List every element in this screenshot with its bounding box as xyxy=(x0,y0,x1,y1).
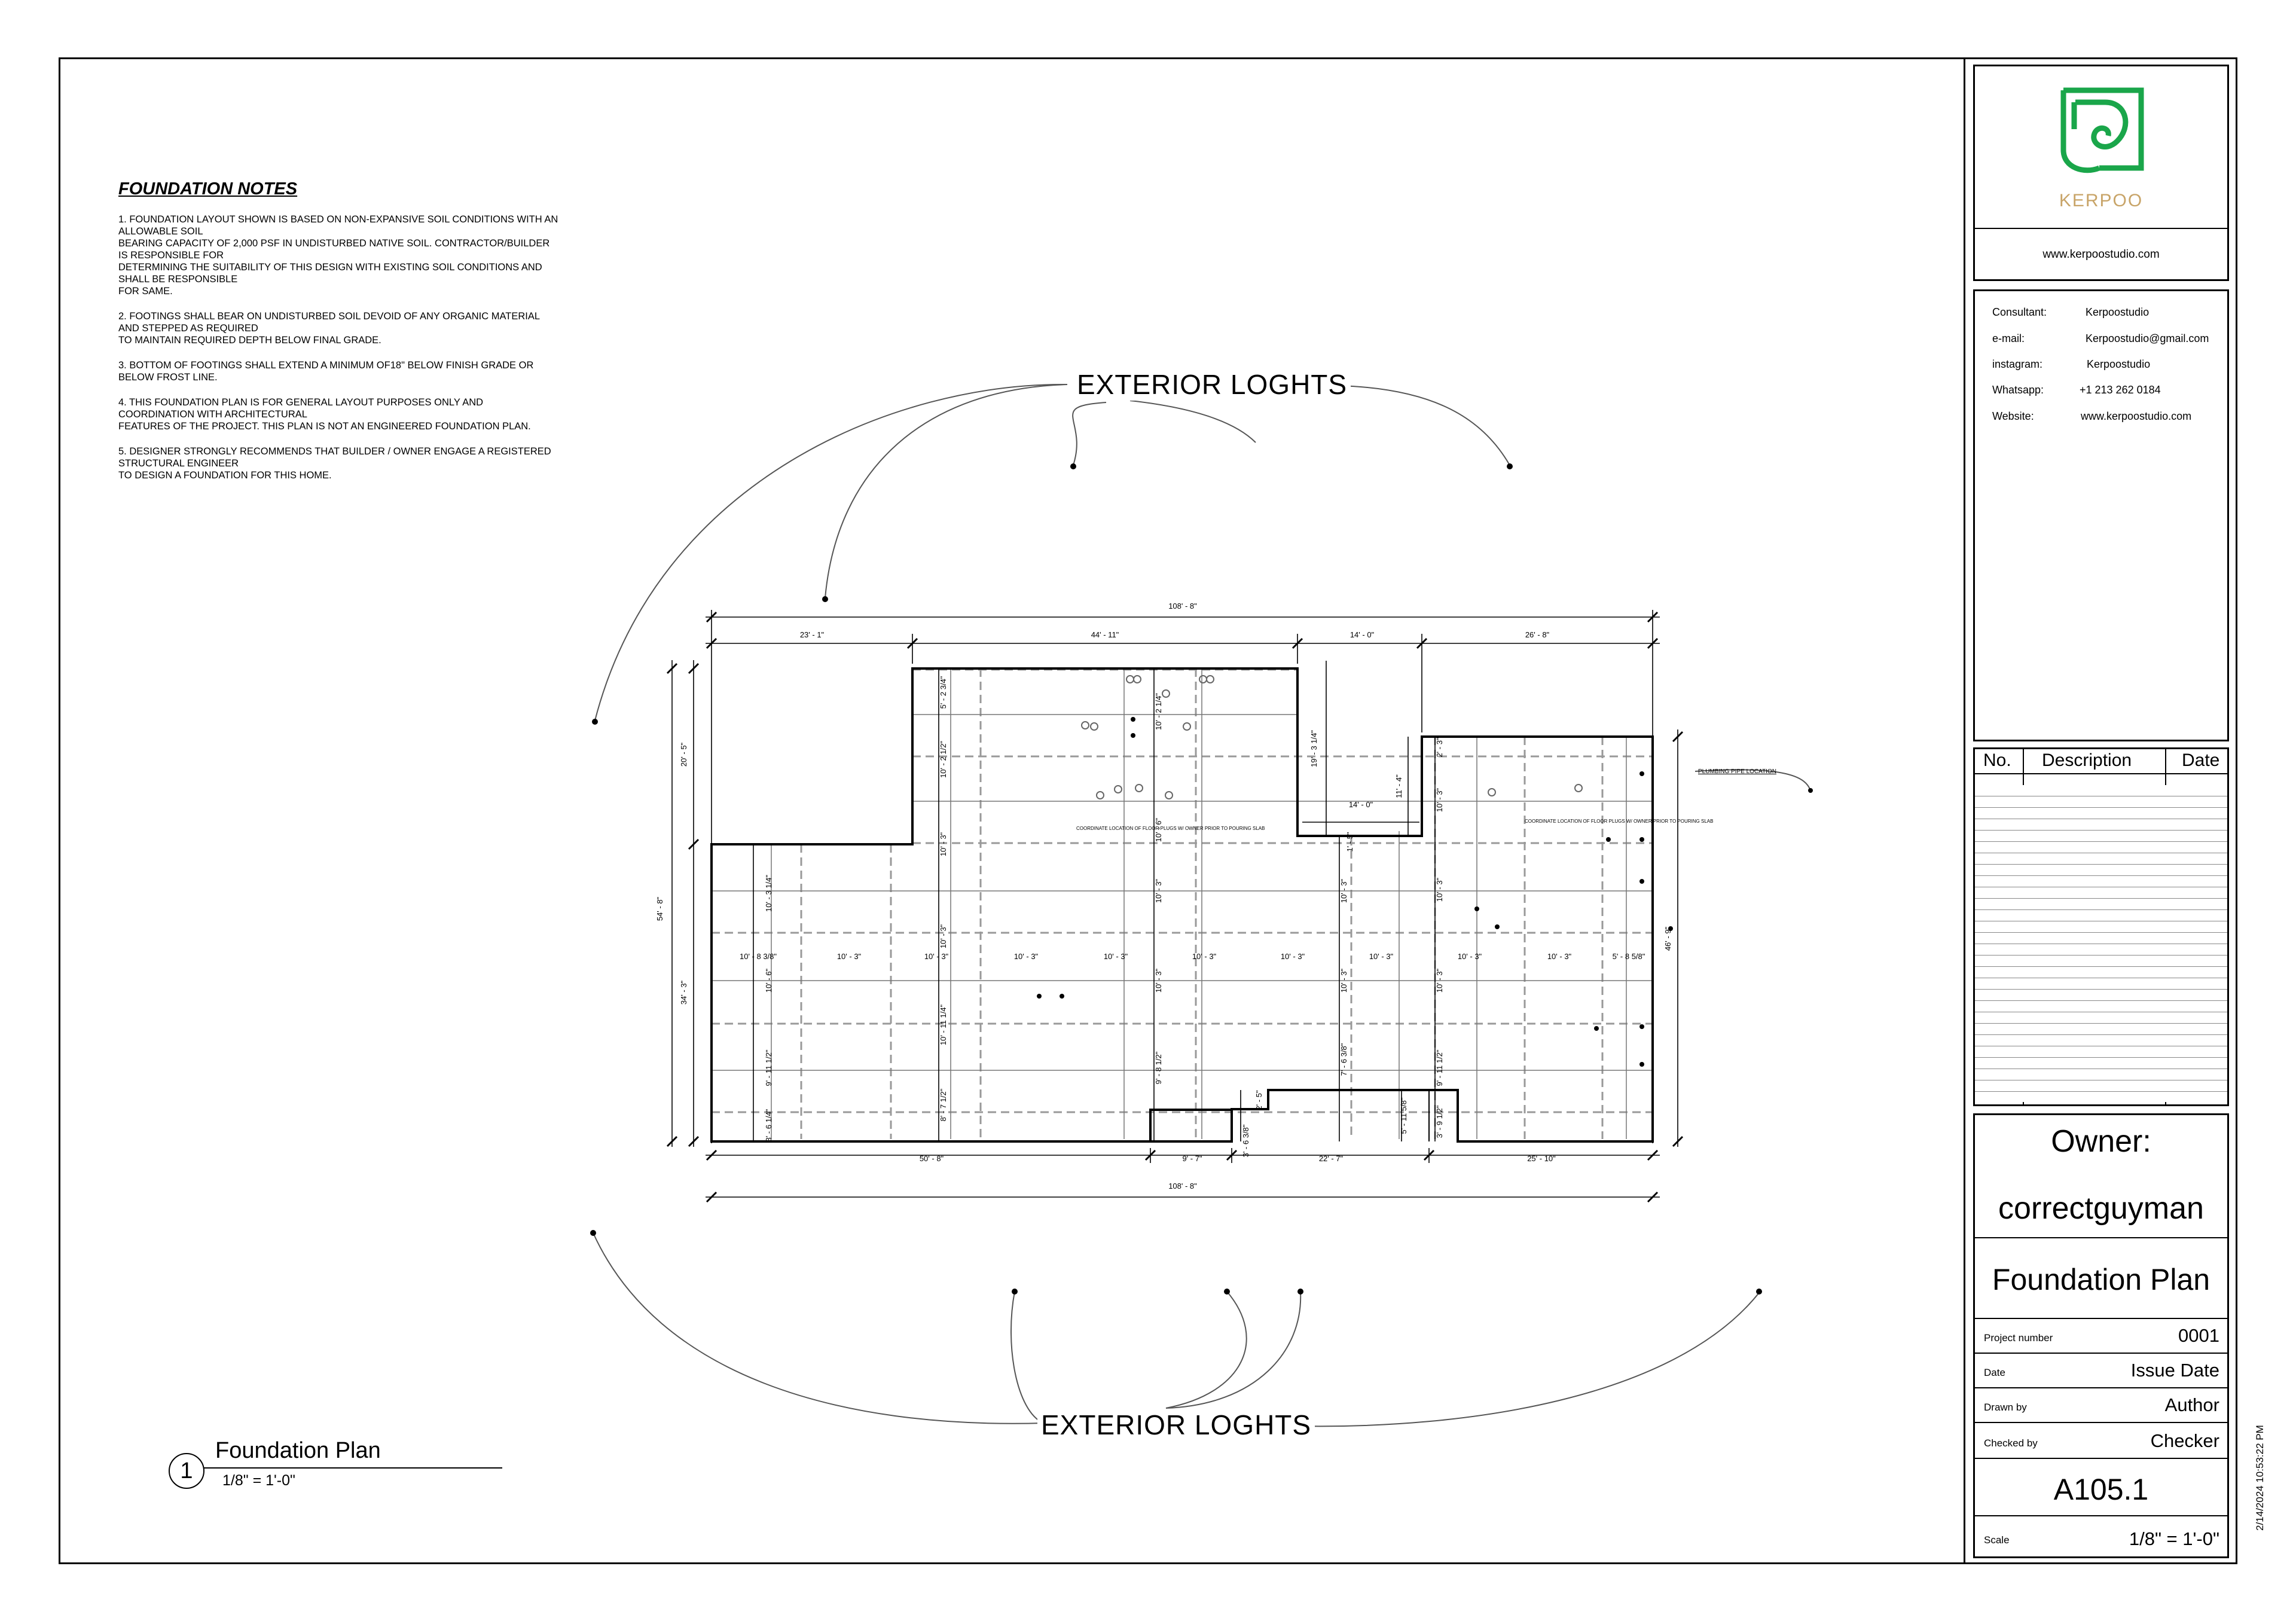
dim-top-4: 26' - 8" xyxy=(1525,630,1550,639)
logo-wordmark: KERPOO xyxy=(2059,191,2144,210)
rev-header-description: Description xyxy=(2042,750,2132,770)
dim-top-3: 14' - 0" xyxy=(1349,630,1375,639)
dim-bottom-1: 50' - 8" xyxy=(919,1154,944,1163)
dim-bottom-2: 9' - 7" xyxy=(1182,1154,1202,1163)
info-key: e-mail: xyxy=(1992,332,2025,344)
exterior-lights-label-bottom: EXTERIOR LOGHTS xyxy=(1037,1409,1315,1441)
info-key: instagram: xyxy=(1992,358,2043,370)
dim-mid: 10' - 3" xyxy=(1013,952,1039,961)
dim-v: 10' - 2 1/2" xyxy=(939,740,948,779)
scale-value: 1/8" = 1'-0" xyxy=(2129,1528,2219,1549)
dim-v: 3' - 9 1/2" xyxy=(1435,1105,1444,1138)
coord-note-2: COORDINATE LOCATION OF FLOOR PLUGS W/ OWNER PRIOR TO POURING SLAB xyxy=(1525,819,1714,824)
dim-mid: 10' - 3" xyxy=(1280,952,1305,961)
exterior-lights-label-top: EXTERIOR LOGHTS xyxy=(1073,368,1351,401)
dim-v: 10' - 3" xyxy=(939,924,948,949)
dim-notch-width: 14' - 0" xyxy=(1348,800,1373,809)
dim-mid: 10' - 3" xyxy=(1192,952,1217,961)
dim-v: 10' - 3" xyxy=(1435,968,1444,993)
dimension-ticks xyxy=(667,612,1683,1202)
plumbing-points xyxy=(1037,717,1673,1067)
view-number: 1 xyxy=(169,1453,204,1489)
sheet-title: Foundation Plan xyxy=(1992,1263,2210,1296)
info-value: Kerpoostudio xyxy=(2086,306,2150,318)
info-value: Kerpoostudio xyxy=(2087,358,2151,370)
logo-website: www.kerpoostudio.com xyxy=(2042,248,2160,261)
plumbing-note: PLUMBING PIPE LOCATION xyxy=(1698,768,1776,775)
drawn-by-row xyxy=(1974,1387,2228,1423)
note-2: 2. FOOTINGS SHALL BEAR ON UNDISTURBED SOIL DEVOID OF ANY ORGANIC MATERIAL AND STEPPED AS REQUIRED TO MAINTAIN REQUIRED DEPTH BELOW FINAL GRADE. xyxy=(118,311,541,346)
checked-by-value: Checker xyxy=(2150,1430,2219,1451)
dim-v: 5' - 11 5/8" xyxy=(1399,1097,1408,1134)
project-number-value: 0001 xyxy=(2178,1325,2219,1346)
drawn-by-key: Drawn by xyxy=(1984,1402,2027,1413)
view-scale: 1/8" = 1'-0" xyxy=(222,1472,295,1489)
dim-v: 2' - 5" xyxy=(1254,1090,1263,1110)
dim-mid: 10' - 3" xyxy=(836,952,862,961)
dim-mid: 10' - 3" xyxy=(1457,952,1482,961)
dim-v: 10' - 3" xyxy=(1435,877,1444,902)
info-value: +1 213 262 0184 xyxy=(2080,384,2161,396)
coord-note-1: COORDINATE LOCATION OF FLOOR PLUGS W/ OWNER PRIOR TO POURING SLAB xyxy=(1076,826,1265,831)
note-5: 5. DESIGNER STRONGLY RECOMMENDS THAT BUILDER / OWNER ENGAGE A REGISTERED STRUCTURAL ENGINEER TO DESIGN A FOUNDATION FOR THIS HOME. xyxy=(118,446,551,481)
dim-v: 7' - 6 3/8" xyxy=(1339,1043,1348,1076)
dim-mid: 10' - 3" xyxy=(1369,952,1394,961)
note-4: 4. THIS FOUNDATION PLAN IS FOR GENERAL LAYOUT PURPOSES ONLY AND COORDINATION WITH ARCHITECTURAL FEATURES OF THE PROJECT. THIS PLAN IS NOT AN ENGINEERED FOUNDATION PLAN. xyxy=(118,397,531,432)
dim-v: 2' - 3" xyxy=(1435,737,1444,758)
rev-header-no: No. xyxy=(1983,750,2011,770)
owner-label: Owner: xyxy=(2051,1124,2151,1159)
light-dot xyxy=(592,719,598,725)
info-key: Website: xyxy=(1992,410,2034,422)
view-title-line xyxy=(203,1467,502,1469)
rev-header-date: Date xyxy=(2182,750,2220,770)
light-dot xyxy=(1297,1289,1303,1295)
light-dot xyxy=(1507,463,1513,469)
dimension-labels xyxy=(655,602,1672,1190)
date-value: Issue Date xyxy=(2130,1360,2219,1381)
dim-left-overall: 54' - 8" xyxy=(655,896,664,921)
dim-top-2: 44' - 11" xyxy=(1091,630,1119,639)
light-dot xyxy=(1070,463,1076,469)
revision-table xyxy=(1973,747,2229,1106)
date-row xyxy=(1974,1353,2228,1388)
rev-header-line xyxy=(1975,773,2227,774)
dim-v: 10' - 3" xyxy=(1154,878,1163,903)
info-key: Whatsapp: xyxy=(1992,384,2044,396)
dim-mid: 10' - 3" xyxy=(924,952,949,961)
dim-left-bottom: 34' - 3" xyxy=(679,980,688,1005)
dim-v: 10' - 3 1/4" xyxy=(764,874,773,912)
dim-v: 3' - 6 3/8" xyxy=(1241,1124,1250,1158)
dim-mid: 5' - 8 5/8" xyxy=(1612,952,1645,961)
logo-divider xyxy=(1975,228,2227,229)
dim-top-1: 23' - 1" xyxy=(799,630,825,639)
light-dot xyxy=(822,596,828,602)
light-dot xyxy=(1224,1289,1230,1295)
dim-v: 10' - 3" xyxy=(1339,968,1348,993)
dim-bottom-3: 22' - 7" xyxy=(1318,1154,1344,1163)
dim-v: 1' - 5" xyxy=(1345,832,1354,852)
plan-notes xyxy=(1076,768,1776,831)
dim-v: 5' - 2 3/4" xyxy=(939,676,948,709)
info-key: Consultant: xyxy=(1992,306,2047,318)
print-timestamp: 2/14/2024 10:53:22 PM xyxy=(2254,1425,2266,1531)
dim-v: 9' - 8 1/2" xyxy=(1154,1051,1163,1085)
drawn-by-value: Author xyxy=(2164,1394,2219,1415)
light-dot xyxy=(1808,788,1813,793)
dim-overall-bottom: 108' - 8" xyxy=(1168,1182,1197,1190)
info-value: www.kerpoostudio.com xyxy=(2081,410,2192,422)
view-name: Foundation Plan xyxy=(215,1438,381,1463)
sheet-number: A105.1 xyxy=(2053,1473,2149,1506)
dim-mid: 10' - 8 3/8" xyxy=(739,952,777,961)
checked-by-key: Checked by xyxy=(1984,1437,2038,1449)
dim-v: 10' - 3" xyxy=(1435,787,1444,813)
kerpoo-logo-icon xyxy=(2057,84,2147,192)
consultant-box xyxy=(1973,289,2229,741)
notes-title: FOUNDATION NOTES xyxy=(118,179,298,199)
dim-v: 19' - 3 1/4" xyxy=(1309,729,1318,768)
slab-outline-step xyxy=(1150,1110,1232,1141)
info-value: Kerpoostudio@gmail.com xyxy=(2086,332,2209,344)
dim-v: 3' - 6 1/4" xyxy=(764,1109,773,1142)
owner-name: correctguyman xyxy=(1998,1191,2204,1226)
dim-bottom-4: 25' - 10" xyxy=(1527,1154,1556,1163)
dim-left-top: 20' - 5" xyxy=(679,742,688,767)
dim-mid: 10' - 3" xyxy=(1547,952,1572,961)
logo-box xyxy=(1973,65,2229,281)
titleblock-divider xyxy=(1964,57,1965,1564)
light-dot xyxy=(1012,1289,1018,1295)
dim-v: 8' - 7 1/2" xyxy=(939,1088,948,1122)
checked-by-row xyxy=(1974,1422,2228,1459)
scale-key: Scale xyxy=(1984,1534,2010,1546)
rev-empty-rows xyxy=(1975,785,2227,1102)
owner-divider xyxy=(1975,1237,2227,1238)
dim-v: 10' - 3" xyxy=(1154,968,1163,993)
note-1: 1. FOUNDATION LAYOUT SHOWN IS BASED ON NON-EXPANSIVE SOIL CONDITIONS WITH AN ALLOWABLE SOIL BEARING CAPACITY OF 2,000 PSF IN UNDISTURBED NATIVE SOIL. CONTRACTOR/BUILDER IS RESPONSIBLE FOR DETERMINING THE SUITABILITY OF THIS DESIGN WITH EXISTING SOIL CONDITIONS AND SHALL BE RESPONSIBLE FOR SAME. xyxy=(118,214,558,297)
dim-v: 9' - 11 1/2" xyxy=(1435,1049,1444,1086)
dim-v: 10' - 3" xyxy=(939,832,948,857)
date-key: Date xyxy=(1984,1367,2005,1378)
dim-overall-top: 108' - 8" xyxy=(1168,602,1197,610)
scale-row xyxy=(1974,1515,2228,1558)
dim-v: 10' - 11 1/4" xyxy=(939,1004,948,1046)
dim-v: 10' - 2 1/4" xyxy=(1154,692,1163,731)
note-3: 3. BOTTOM OF FOOTINGS SHALL EXTEND A MINIMUM OF18" BELOW FINISH GRADE OR BELOW FROST LINE. xyxy=(118,360,534,383)
project-number-key: Project number xyxy=(1984,1332,2053,1344)
dim-v: 10' - 3" xyxy=(1339,878,1348,903)
dim-v: 9' - 11 1/2" xyxy=(764,1049,773,1086)
dim-v: 10' - 6" xyxy=(1154,817,1163,842)
light-dot xyxy=(590,1230,596,1236)
dim-right-overall: 46' - 9" xyxy=(1663,926,1672,951)
dim-v: 10' - 6" xyxy=(764,968,773,993)
dim-notch-depth: 11' - 4" xyxy=(1394,774,1403,798)
dim-mid: 10' - 3" xyxy=(1103,952,1128,961)
project-number-row xyxy=(1974,1318,2228,1354)
light-dot xyxy=(1756,1289,1762,1295)
